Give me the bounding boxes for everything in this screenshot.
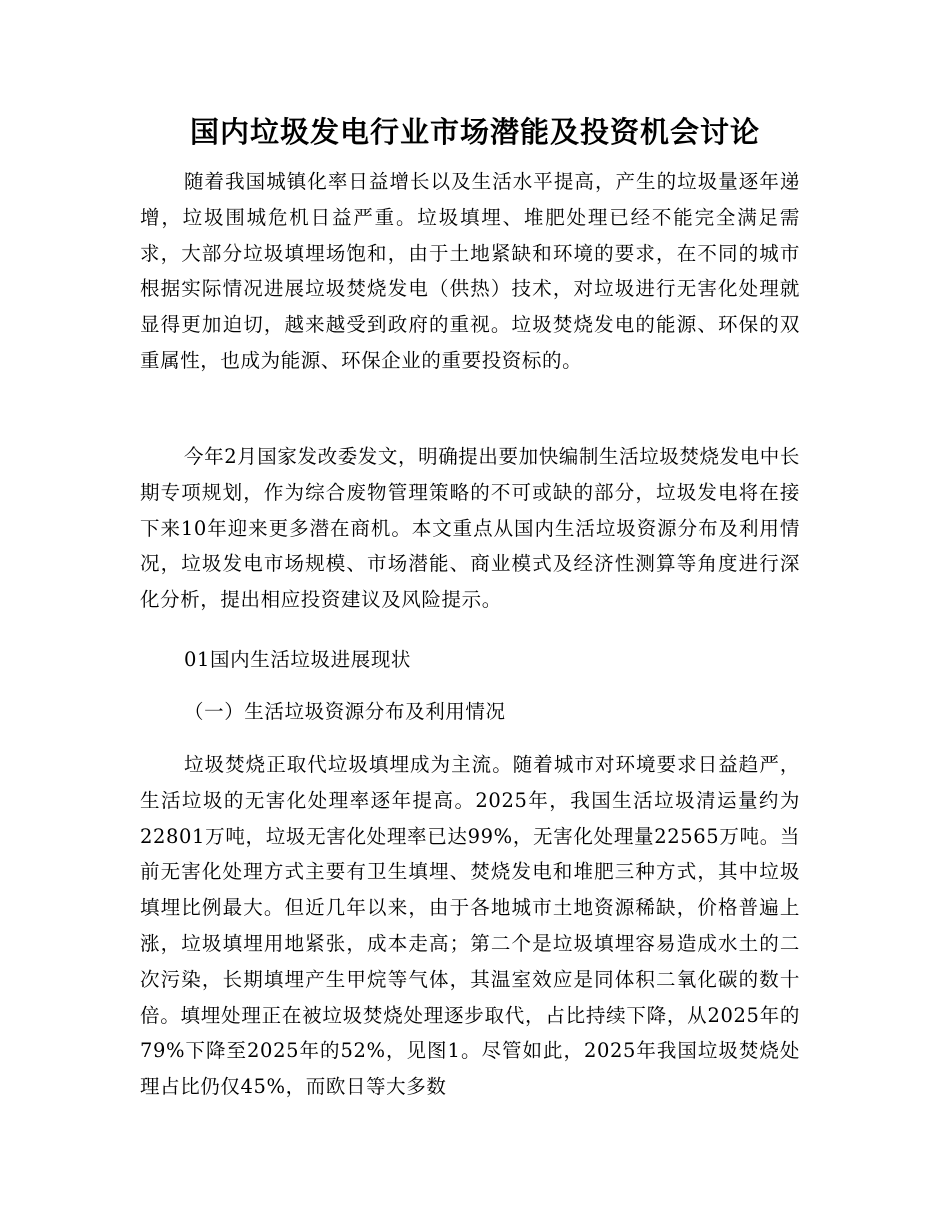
paragraph-intro: 随着我国城镇化率日益增长以及生活水平提高，产生的垃圾量逐年递增，垃圾围城危机日益严重。垃圾填埋、堆肥处理已经不能完全满足需求，大部分垃圾填埋场饱和，由于土地紧缺和环境的要求，在不同的城市根据实际情况进展垃圾焚烧发电（供热）技术，对垃圾进行无害化处理就显得更加迫切，越来越受到政府的重视。垃圾焚烧发电的能源、环保的双重属性，也成为能源、环保企业的重要投资标的。 [140, 170, 800, 372]
section-heading: 01国内生活垃圾进展现状 [184, 648, 412, 671]
document-title: 国内垃圾发电行业市场潜能及投资机会讨论 [189, 115, 760, 149]
subsection-heading: （一）生活垃圾资源分布及利用情况 [184, 700, 506, 723]
paragraph-incineration: 垃圾焚烧正取代垃圾填埋成为主流。随着城市对环境要求日益趋严，生活垃圾的无害化处理率逐年提高。2025年，我国生活垃圾清运量约为22801万吨，垃圾无害化处理率已达99%，无害化处理量22565万吨。当前无害化处理方式主要有卫生填埋、焚烧发电和堆肥三种方式，其中垃圾填埋比例最大。但近几年以来，由于各地城市土地资源稀缺，价格普遍上涨，垃圾填埋用地紧张，成本走高；第二个是垃圾填埋容易造成水土的二次污染，长期填埋产生甲烷等气体，其温室效应是同体积二氧化碳的数十倍。填埋处理正在被垃圾焚烧处理逐步取代，占比持续下降，从2025年的79%下降至2025年的52%，见图1。尽管如此，2025年我国垃圾焚烧处理占比仍仅45%，而欧日等大多数 [140, 753, 800, 1099]
paragraph-policy: 今年2月国家发改委发文，明确提出要加快编制生活垃圾焚烧发电中长期专项规划，作为综合废物管理策略的不可或缺的部分，垃圾发电将在接下来10年迎来更多潜在商机。本文重点从国内生活垃圾资源分布及利用情况，垃圾发电市场规模、市场潜能、商业模式及经济性测算等角度进行深化分析，提出相应投资建议及风险提示。 [140, 445, 801, 612]
